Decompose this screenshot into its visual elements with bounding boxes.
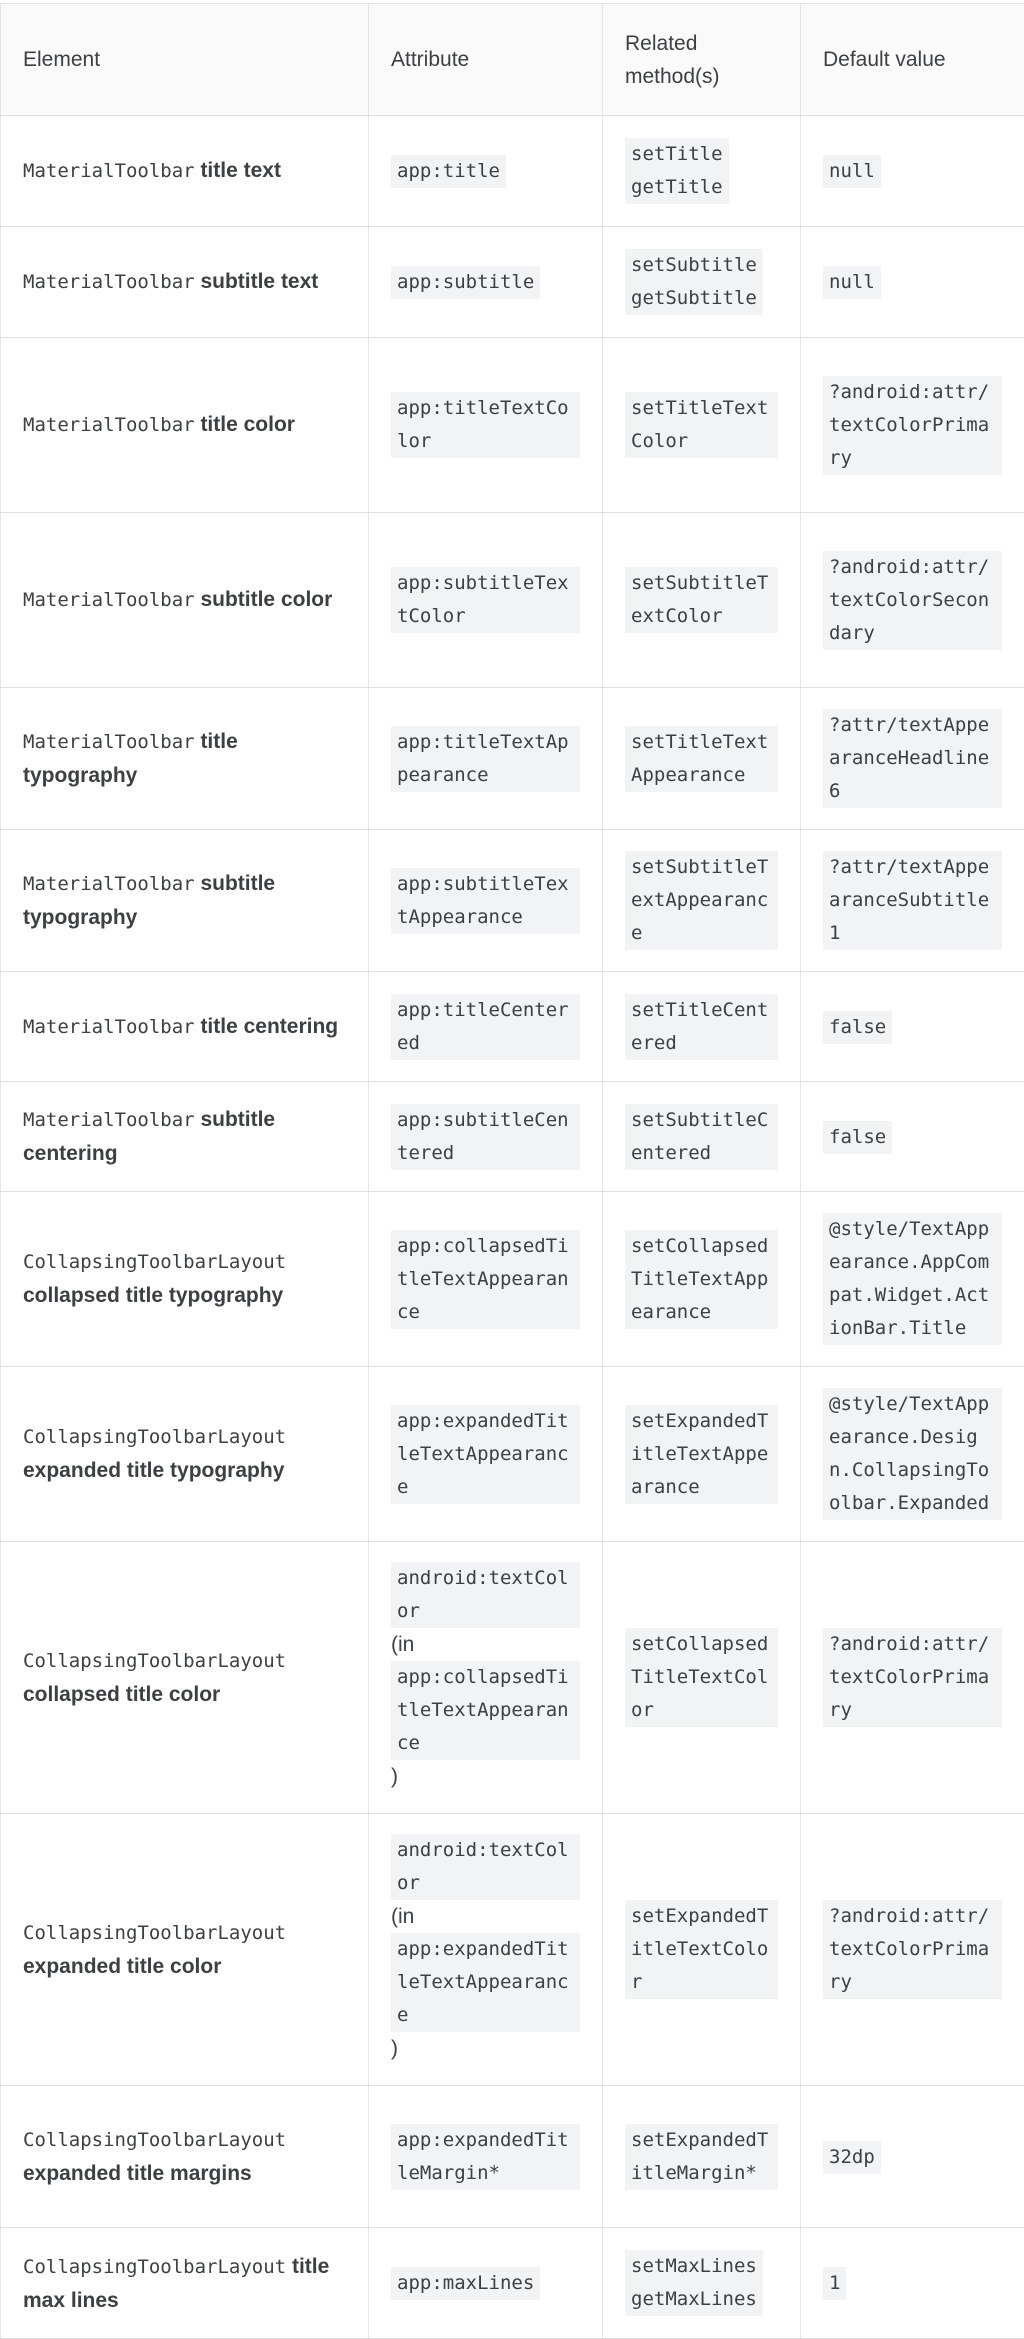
methods-cell (603, 1814, 801, 2086)
element-label: title centering (200, 1015, 338, 1038)
method-1: setTitle (631, 143, 723, 165)
default-code: ?attr/textAppearanceSubtitle1 (823, 851, 1002, 950)
default-code: false (823, 1011, 892, 1044)
element-cell (1, 972, 369, 1082)
default-cell (801, 513, 1024, 688)
element-label: title typography (23, 730, 238, 787)
element-code: CollapsingToolbarLayout (23, 2256, 286, 2278)
method-code: setTitleCentered (625, 994, 778, 1060)
attribute-in-close: ) (391, 2037, 398, 2060)
header-methods: Related method(s) (603, 4, 801, 116)
element-cell (1, 1814, 369, 2086)
methods-cell (603, 688, 801, 830)
attribute-in-open: (in (391, 1633, 414, 1656)
attribute-cell (369, 972, 603, 1082)
element-label: expanded title typography (23, 1459, 284, 1482)
attribute-cell (369, 2228, 603, 2339)
method-code: setTitleTextAppearance (625, 726, 778, 792)
default-cell (801, 1814, 1024, 2086)
element-cell (1, 1542, 369, 1814)
attribute-code-2: app:expandedTitleTextAppearance (391, 1933, 580, 2032)
header-element: Element (1, 4, 369, 116)
element-label: subtitle color (200, 588, 332, 611)
table-row (1, 116, 1024, 227)
element-label: title color (200, 413, 295, 436)
table-row (1, 2228, 1024, 2339)
attribute-cell (369, 116, 603, 227)
default-cell (801, 972, 1024, 1082)
attribute-code: android:textColor (391, 1834, 580, 1900)
attribute-cell (369, 2086, 603, 2228)
default-code: 1 (823, 2267, 846, 2300)
default-code: null (823, 155, 881, 188)
element-cell (1, 1192, 369, 1367)
default-cell (801, 338, 1024, 513)
method-code: setCollapsedTitleTextAppearance (625, 1230, 778, 1329)
element-cell (1, 116, 369, 227)
attribute-code: app:maxLines (391, 2267, 540, 2300)
methods-cell (603, 1367, 801, 1542)
method-code: setSubtitleTextColor (625, 567, 778, 633)
method-2: getMaxLines (631, 2288, 757, 2310)
default-code: 32dp (823, 2141, 881, 2174)
attribute-in-close: ) (391, 1765, 398, 1788)
table-row (1, 1082, 1024, 1192)
default-code: false (823, 1121, 892, 1154)
default-cell (801, 2228, 1024, 2339)
method-code (625, 138, 729, 204)
attribute-cell (369, 1192, 603, 1367)
table-row (1, 227, 1024, 338)
default-code: @style/TextAppearance.AppCompat.Widget.ActionBar.Title (823, 1213, 1002, 1345)
attribute-code: app:titleTextColor (391, 392, 580, 458)
methods-cell (603, 1082, 801, 1192)
default-code: ?android:attr/textColorSecondary (823, 551, 1002, 650)
attribute-code: app:collapsedTitleTextAppearance (391, 1230, 580, 1329)
element-label: expanded title color (23, 1955, 221, 1978)
table-row (1, 972, 1024, 1082)
attribute-cell (369, 1814, 603, 2086)
default-cell (801, 2086, 1024, 2228)
element-cell (1, 1367, 369, 1542)
default-code: ?attr/textAppearanceHeadline6 (823, 709, 1002, 808)
element-label: title text (200, 159, 281, 182)
method-code: setSubtitleCentered (625, 1104, 778, 1170)
attribute-code: app:expandedTitleTextAppearance (391, 1405, 580, 1504)
attribute-code: android:textColor (391, 1562, 580, 1628)
attribute-cell (369, 1367, 603, 1542)
methods-cell (603, 2086, 801, 2228)
table-row (1, 513, 1024, 688)
default-cell (801, 1542, 1024, 1814)
element-cell (1, 2086, 369, 2228)
attribute-code: app:subtitleTextColor (391, 567, 580, 633)
method-code (625, 249, 763, 315)
methods-cell (603, 1192, 801, 1367)
element-label: collapsed title typography (23, 1284, 283, 1307)
table-row (1, 2086, 1024, 2228)
methods-cell (603, 338, 801, 513)
element-code: CollapsingToolbarLayout (23, 1421, 346, 1454)
element-code: MaterialToolbar (23, 873, 195, 895)
attribute-cell (369, 688, 603, 830)
methods-cell (603, 227, 801, 338)
methods-cell (603, 1542, 801, 1814)
table-row (1, 338, 1024, 513)
table-row (1, 688, 1024, 830)
attribute-code: app:expandedTitleMargin* (391, 2124, 580, 2190)
header-attribute: Attribute (369, 4, 603, 116)
default-cell (801, 116, 1024, 227)
default-cell (801, 1082, 1024, 1192)
attributes-table (0, 3, 1024, 2339)
element-cell (1, 830, 369, 972)
attribute-code: app:subtitleTextAppearance (391, 868, 580, 934)
attribute-cell (369, 830, 603, 972)
table-row (1, 1814, 1024, 2086)
default-cell (801, 688, 1024, 830)
element-code: MaterialToolbar (23, 1109, 195, 1131)
methods-cell (603, 830, 801, 972)
attribute-cell (369, 1082, 603, 1192)
element-code: MaterialToolbar (23, 414, 195, 436)
methods-cell (603, 513, 801, 688)
method-code: setExpandedTitleTextAppearance (625, 1405, 778, 1504)
attribute-code: app:subtitle (391, 266, 540, 299)
element-cell (1, 2228, 369, 2339)
method-2: getSubtitle (631, 287, 757, 309)
method-code: setCollapsedTitleTextColor (625, 1628, 778, 1727)
attribute-code: app:titleTextAppearance (391, 726, 580, 792)
method-1: setMaxLines (631, 2255, 757, 2277)
element-cell (1, 688, 369, 830)
element-cell (1, 227, 369, 338)
element-code: MaterialToolbar (23, 589, 195, 611)
method-2: getTitle (631, 176, 723, 198)
table-row (1, 1367, 1024, 1542)
element-label: subtitle typography (23, 872, 275, 929)
default-cell (801, 1367, 1024, 1542)
element-code: CollapsingToolbarLayout (23, 1645, 346, 1678)
method-code: setExpandedTitleMargin* (625, 2124, 778, 2190)
element-label: subtitle centering (23, 1108, 275, 1165)
methods-cell (603, 2228, 801, 2339)
attribute-code: app:subtitleCentered (391, 1104, 580, 1170)
methods-cell (603, 116, 801, 227)
element-label: subtitle text (200, 270, 318, 293)
attribute-code: app:titleCentered (391, 994, 580, 1060)
attribute-code-2: app:collapsedTitleTextAppearance (391, 1661, 580, 1760)
method-1: setSubtitle (631, 254, 757, 276)
default-code: @style/TextAppearance.Design.CollapsingToolbar.Expanded (823, 1388, 1002, 1520)
attribute-cell (369, 1542, 603, 1814)
attribute-cell (369, 338, 603, 513)
default-code: ?android:attr/textColorPrimary (823, 1900, 1002, 1999)
attribute-in-open: (in (391, 1905, 414, 1928)
header-default: Default value (801, 4, 1024, 116)
method-code (625, 2250, 763, 2316)
default-code: null (823, 266, 881, 299)
header-row (1, 4, 1024, 116)
methods-cell (603, 972, 801, 1082)
element-cell (1, 338, 369, 513)
attribute-cell (369, 513, 603, 688)
element-code: MaterialToolbar (23, 271, 195, 293)
element-code: MaterialToolbar (23, 1016, 195, 1038)
element-cell (1, 513, 369, 688)
method-code: setTitleTextColor (625, 392, 778, 458)
attribute-cell (369, 227, 603, 338)
default-cell (801, 830, 1024, 972)
default-code: ?android:attr/textColorPrimary (823, 376, 1002, 475)
method-code: setExpandedTitleTextColor (625, 1900, 778, 1999)
attribute-code: app:title (391, 155, 506, 188)
default-cell (801, 1192, 1024, 1367)
default-code: ?android:attr/textColorPrimary (823, 1628, 1002, 1727)
table-row (1, 1542, 1024, 1814)
element-label: expanded title margins (23, 2162, 252, 2185)
element-code: MaterialToolbar (23, 731, 195, 753)
element-label: collapsed title color (23, 1683, 220, 1706)
element-cell (1, 1082, 369, 1192)
table-row (1, 830, 1024, 972)
element-code: CollapsingToolbarLayout (23, 1917, 346, 1950)
element-code: CollapsingToolbarLayout (23, 2124, 346, 2157)
element-code: MaterialToolbar (23, 160, 195, 182)
method-code: setSubtitleTextAppearance (625, 851, 778, 950)
element-label: title max lines (23, 2255, 329, 2312)
table-row (1, 1192, 1024, 1367)
default-cell (801, 227, 1024, 338)
element-code: CollapsingToolbarLayout (23, 1246, 346, 1279)
